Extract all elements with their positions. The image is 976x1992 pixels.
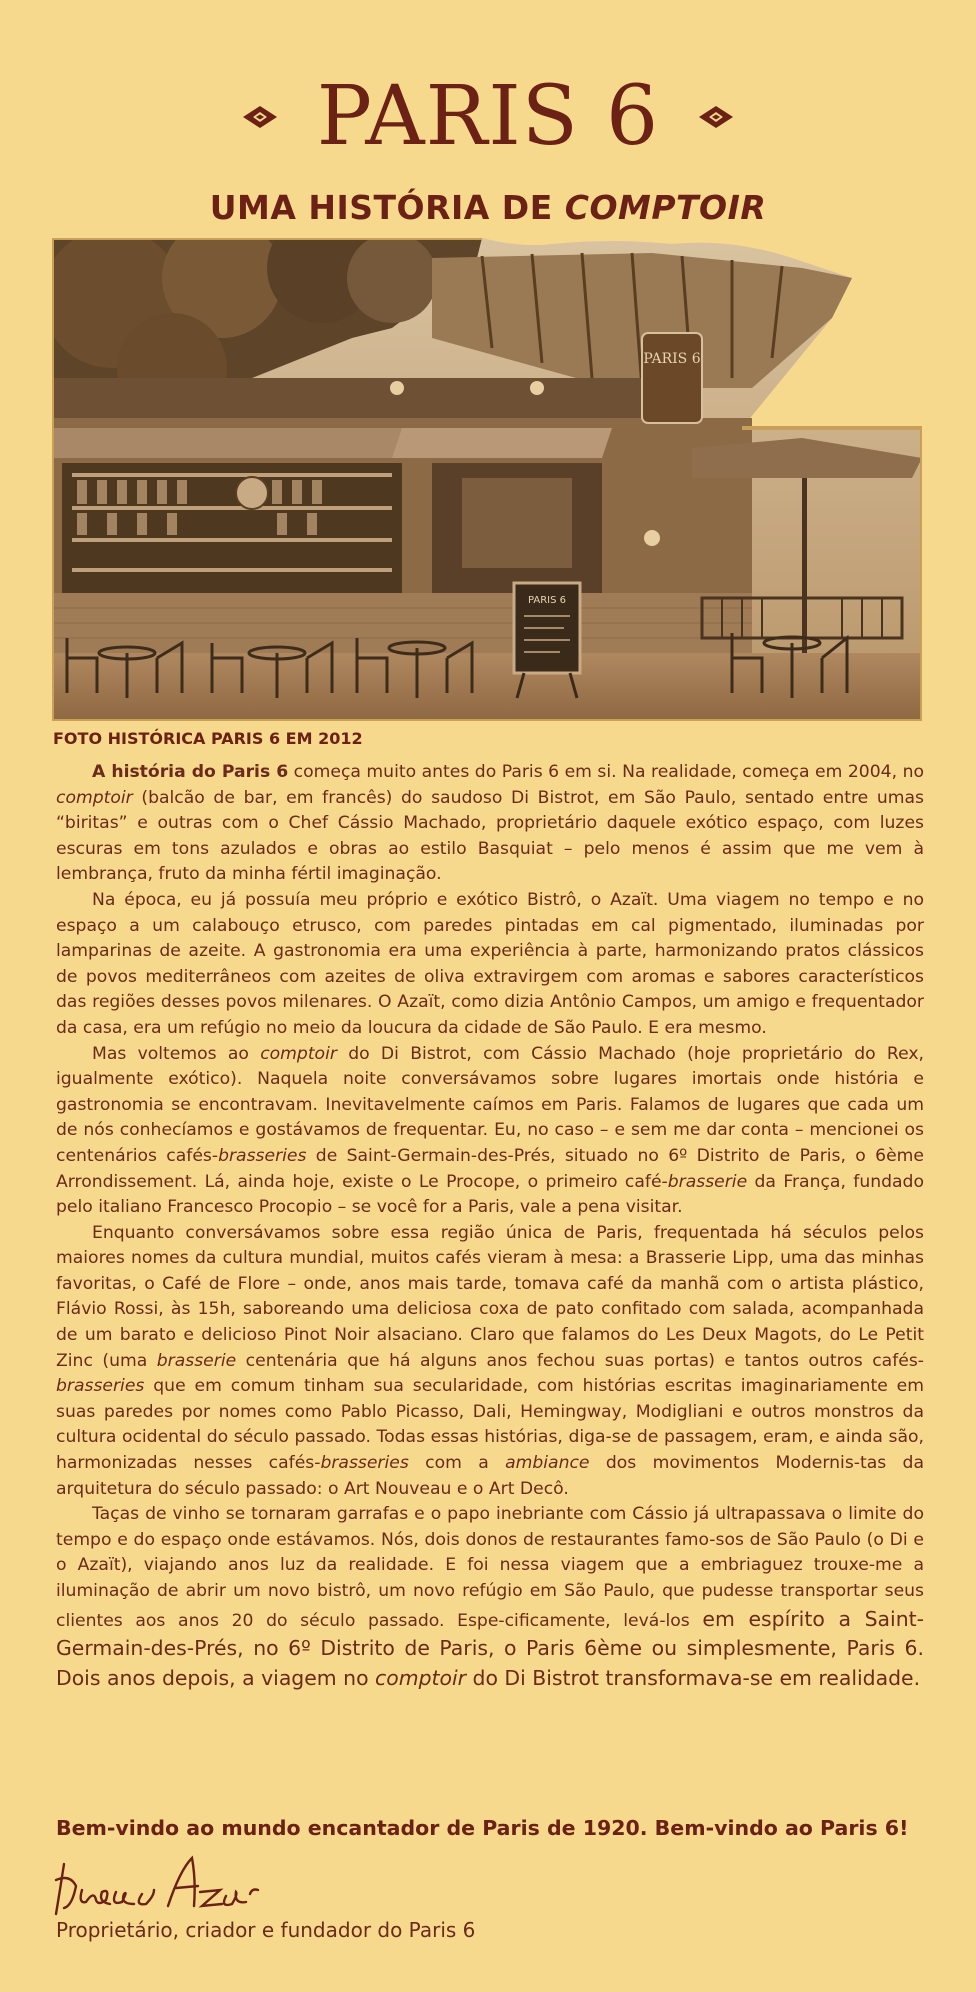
text-run: centenária que há alguns anos fechou suas portas) e tantos outros cafés-	[236, 1350, 924, 1371]
page-title: PARIS 6	[316, 69, 660, 164]
article-paragraph: Na época, eu já possuía meu próprio e exótico Bistrô, o Azaït. Uma viagem no tempo e no espaço a um calabouço etrusco, com paredes pintadas em cal pigmentado, iluminadas por lamparinas de azeite. A gastronomia era uma experiência à parte, harmonizando pratos clássicos de povos mediterrâneos com azeites de oliva extravirgem com aromas e sabores característicos das regiões desses povos milenares. O Azaït, como dizia Antônio Campos, um amigo e frequentador da casa, era um refúgio no meio da loucura da cidade de São Paulo. E era mesmo.	[56, 889, 924, 1038]
italic-term: comptoir	[260, 1043, 337, 1064]
italic-term: brasserie	[667, 1171, 748, 1192]
italic-term: comptoir	[56, 787, 133, 808]
text-run: que em comum tinham sua secularidade, com histórias escritas imaginariamente em suas paredes por nomes como Pablo Picasso, Dali, Hemingway, Modigliani e outros monstros da cultura ocidental do século passado. Todas essas histórias, diga-se de passagem, eram, e ainda são, harmonizadas nesses cafés-	[56, 1376, 924, 1474]
diamond-ornament-icon	[243, 106, 277, 128]
menu-board-text: PARIS 6	[527, 595, 567, 606]
storefront-sign-text: PARIS 6	[643, 351, 701, 367]
text-run-large: do Di Bistrot transformava-se em realidade.	[466, 1665, 921, 1690]
text-run-large: em espírito a Saint-Germain-des-Prés, no 6º Distrito de Paris, o Paris 6ème ou simplesmente, Paris 6. Dois anos depois, a viagem no	[56, 1606, 924, 1690]
article-paragraph	[56, 1042, 924, 1221]
text-run: começa muito antes do Paris 6 em si. Na realidade, começa em 2004, no	[288, 762, 924, 782]
text-run: do Di Bistrot, com Cássio Machado (hoje proprietário do Rex, igualmente exótico). Naquela noite conversávamos sobre lugares imortais onde história e gastronomia se encontravam. Inevitavelmente caímos em Paris. Falamos de lugares que cada um de nós conhecíamos e gostávamos de frequentar. Eu, no caso – e sem me dar conta – mencionei os centenários cafés-	[56, 1043, 924, 1166]
subtitle-emphasis: COMPTOIR	[564, 188, 767, 227]
text-run: da França, fundado pelo italiano Francesco Procopio – se você for a Paris, vale a pena visitar.	[56, 1171, 924, 1218]
text-run: Mas voltemos ao	[92, 1043, 261, 1064]
text-run: dos movimentos Modernis-tas da arquitetura do século passado: o Art Nouveau e o Art Decô.	[56, 1453, 924, 1499]
title-row	[0, 69, 976, 164]
article-paragraph	[56, 1221, 924, 1503]
italic-term: brasseries	[218, 1145, 307, 1166]
signature	[50, 1850, 260, 1922]
paragraph-lead: A história do Paris 6	[92, 762, 289, 782]
text-run: Enquanto conversávamos sobre essa região única de Paris, frequentada há séculos pelos maiores nomes da cultura mundial, muitos cafés vieram à mesa: a Brasserie Lipp, uma das minhas favoritas, o Café de Flore – onde, anos mais tarde, tomava café da manhã com o artista plástico, Flávio Rossi, às 15h, saboreando uma deliciosa coxa de pato confitado com salada, acompanhada de um barato e delicioso Pinot Noir alsaciano. Claro que falamos do Les Deux Magots, do Le Petit Zinc (uma	[56, 1222, 924, 1371]
page-subtitle	[0, 188, 976, 227]
italic-term: brasserie	[156, 1350, 237, 1371]
italic-term: brasseries	[320, 1453, 409, 1474]
article-paragraph	[56, 760, 924, 888]
article-paragraph	[56, 1502, 924, 1693]
text-run: (balcão de bar, em francês) do saudoso Di Bistrot, em São Paulo, sentado entre umas “biritas” e outras com o Chef Cássio Machado, proprietário daquele exótico espaço, com luzes escuras em tons azulados e obras ao estilo Basquiat – pelo menos é assim que me vem à lembrança, fruto da minha fértil imaginação.	[56, 787, 924, 885]
italic-term: ambiance	[505, 1453, 590, 1474]
text-run: com a	[408, 1453, 506, 1474]
historical-photo	[52, 238, 922, 721]
article-body	[56, 760, 924, 1693]
photo-caption: FOTO HISTÓRICA PARIS 6 EM 2012	[53, 729, 363, 748]
italic-term: brasseries	[56, 1376, 145, 1397]
author-role: Proprietário, criador e fundador do Paris 6	[56, 1918, 476, 1942]
subtitle-prefix: UMA HISTÓRIA DE	[209, 188, 565, 227]
welcome-line: Bem-vindo ao mundo encantador de Paris de 1920. Bem-vindo ao Paris 6!	[56, 1816, 909, 1840]
text-run: Taças de vinho se tornaram garrafas e o papo inebriante com Cássio já ultrapassava o limite do tempo e do espaço onde estávamos. Nós, dois donos de restaurantes famo-sos de São Paulo (o Di e o Azaït), viajando anos luz da realidade. E foi nessa viagem que a embriaguez trouxe-me a iluminação de abrir um novo bistrô, um novo refúgio em São Paulo, que pudesse transportar seus clientes aos anos 20 do século passado. Espe-cificamente, levá-los	[56, 1504, 924, 1631]
italic-term: comptoir	[375, 1665, 467, 1690]
diamond-ornament-icon	[699, 106, 733, 128]
text-run: de Saint-Germain-des-Prés, situado no 6º Distrito de Paris, o 6ème Arrondissement. Lá, ainda hoje, existe o Le Procope, o primeiro café-	[56, 1145, 924, 1192]
